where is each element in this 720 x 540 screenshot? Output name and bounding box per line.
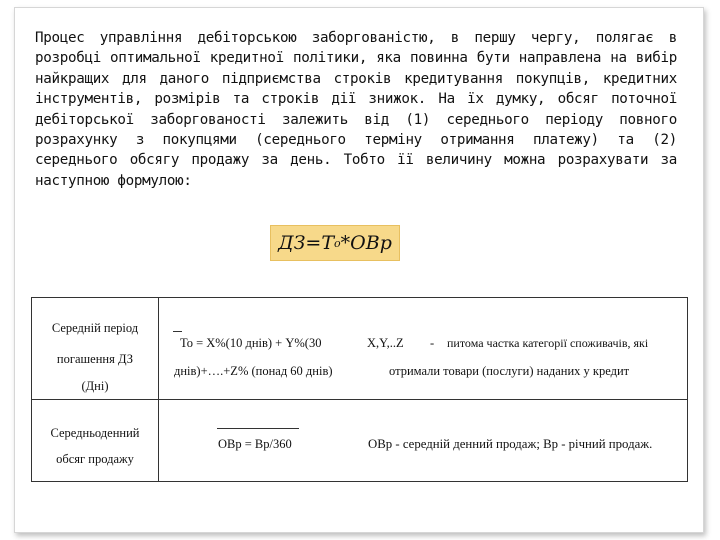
- row1-overbar: [173, 331, 182, 332]
- row1-label-line1: Середній період: [51, 321, 139, 335]
- intro-paragraph: Процес управління дебіторською заборгованістю, в першу чергу, полягає в розробці оптимальної кредитної політики, яка повинна бути направлена на вибір найкращих для даного підприємства строків кредитування покупців, кредитних інструментів, розмірів та строків дії знижок. На їх думку, обсяг поточної дебіторської заборгованості залежить від (1) середнього періоду повного розрахунку з покупцями (середнього терміну отримання платежу) та (2) середнього обсягу продажу за день. Тобто її величину можна розрахувати за наступною формулою:: [35, 30, 677, 189]
- row2-label-line2: обсяг продажу: [56, 452, 134, 466]
- row1-desc-line2: отримали товари (послуги) наданих у кредит: [389, 364, 630, 378]
- table-divider-vertical: [158, 298, 159, 481]
- formula-box: [270, 225, 400, 261]
- formula-table: [31, 297, 688, 482]
- row1-desc-line1: питома частка категорії споживачів, які: [447, 336, 649, 350]
- formula-t-sub: о: [334, 236, 341, 250]
- row1-formula-part2: днів)+….+Z% (понад 60 днів): [174, 364, 333, 378]
- formula-lhs: ДЗ: [278, 232, 306, 254]
- formula-times: *: [340, 232, 351, 254]
- formula-t: T: [321, 232, 335, 254]
- row1-label-line3: (Дні): [81, 379, 109, 393]
- row2-desc: ОВр - середній денний продаж; Вр - річний продаж.: [368, 437, 653, 451]
- formula-eq: =: [305, 232, 322, 254]
- formula-rhs: ОВр: [350, 232, 392, 254]
- table-divider-horizontal: [32, 399, 687, 400]
- row2-overbar: [217, 428, 299, 429]
- row1-formula-vars: X,Y,..Z: [367, 336, 404, 350]
- row1-label-line2: погашення ДЗ: [56, 352, 134, 366]
- row1-formula-part1: То = Х%(10 днів) + Y%(30: [180, 336, 322, 350]
- row1-formula-dash: -: [430, 336, 435, 350]
- row2-label-line1: Середньоденний: [50, 426, 140, 440]
- row2-formula: ОВр = Вр/360: [218, 437, 292, 451]
